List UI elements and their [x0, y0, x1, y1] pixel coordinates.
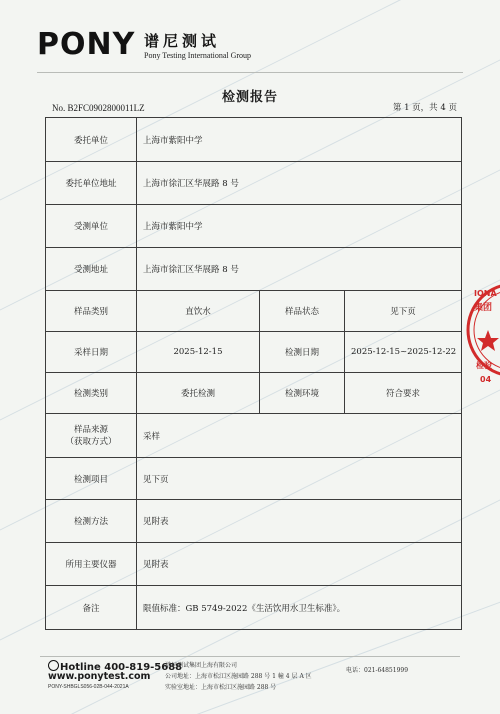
test-type-value: 委托检测: [137, 373, 260, 414]
table-row: [46, 118, 462, 162]
phone-icon: [48, 660, 59, 671]
seal-text-2: 集团: [474, 303, 493, 313]
table-row: [46, 248, 462, 291]
sample-source-label: [46, 414, 137, 458]
test-address-value: 上海市徐汇区华展路 8 号: [137, 248, 462, 291]
company-name-cn: 谱尼测试: [144, 32, 221, 50]
footer-office-address: 公司地址：上海市松江区施园路 288 号 1 幢 4 层 A 区: [165, 673, 312, 680]
sample-source-value: 采样: [137, 414, 462, 458]
table-row: [46, 205, 462, 248]
client-address-label: 委托单位地址: [46, 162, 137, 205]
sample-state-label: 样品状态: [260, 291, 345, 332]
sample-source-label-line1: 样品来源: [73, 424, 108, 435]
website-link[interactable]: www.ponytest.com: [48, 671, 151, 682]
table-row: [46, 586, 462, 630]
sample-state-value: 见下页: [345, 291, 462, 332]
sampling-date-value: 2025-12-15: [137, 332, 260, 373]
pony-logo: PONY: [37, 27, 136, 62]
remarks-label: 备注: [46, 586, 137, 630]
table-row: [46, 162, 462, 205]
test-date-label: 检测日期: [260, 332, 345, 373]
tested-unit-label: 受测单位: [46, 205, 137, 248]
test-date-value: 2025-12-15~2025-12-22: [345, 332, 462, 373]
instruments-label: 所用主要仪器: [46, 543, 137, 586]
table-row: [46, 500, 462, 543]
client-value: 上海市紫阳中学: [137, 118, 462, 162]
sample-type-value: 直饮水: [137, 291, 260, 332]
report-number: No. B2FC0902800011LZ: [52, 103, 145, 113]
company-header: [37, 28, 337, 68]
sample-source-label-line2: （获取方式）: [65, 436, 117, 447]
official-seal-fragment: [466, 268, 500, 398]
test-environment-value: 符合要求: [345, 373, 462, 414]
table-row: [46, 373, 462, 414]
footer-divider: [40, 656, 460, 657]
header-divider: [37, 72, 463, 73]
report-title: 检测报告: [221, 90, 278, 105]
test-items-label: 检测项目: [46, 458, 137, 500]
footer-phone: 电话：021-64851999: [346, 667, 409, 674]
test-method-value: 见附表: [137, 500, 462, 543]
remarks-value: 限值标准：GB 5749-2022《生活饮用水卫生标准》。: [137, 586, 462, 630]
instruments-value: 见附表: [137, 543, 462, 586]
table-row: [46, 332, 462, 373]
sample-type-label: 样品类别: [46, 291, 137, 332]
seal-text-1: IONA: [474, 289, 497, 298]
table-row: [46, 458, 462, 500]
seal-icon: [466, 268, 500, 398]
tested-unit-value: 上海市紫阳中学: [137, 205, 462, 248]
test-environment-label: 检测环境: [260, 373, 345, 414]
table-row: [46, 414, 462, 458]
table-row: [46, 543, 462, 586]
page-indicator: 第 1 页，共 4 页: [392, 103, 457, 113]
footer-company-name: 谱尼测试集团上海有限公司: [165, 662, 238, 669]
test-address-label: 受测地址: [46, 248, 137, 291]
client-label: 委托单位: [46, 118, 137, 162]
hotline-text: Hotline 400-819-5688: [60, 662, 183, 673]
test-items-value: 见下页: [137, 458, 462, 500]
footer-lab-address: 实验室地址：上海市松江区施园路 288 号: [165, 684, 277, 691]
sampling-date-label: 采样日期: [46, 332, 137, 373]
form-code: PONY-SHBGLS056-02B-044-2021A: [48, 684, 129, 690]
test-method-label: 检测方法: [46, 500, 137, 543]
table-row: [46, 291, 462, 332]
seal-text-3: 检验: [476, 361, 492, 370]
client-address-value: 上海市徐汇区华展路 8 号: [137, 162, 462, 205]
test-type-label: 检测类别: [46, 373, 137, 414]
report-info-table: [45, 117, 462, 630]
company-name-en: Pony Testing International Group: [144, 51, 252, 60]
seal-text-4: 04: [480, 375, 492, 384]
